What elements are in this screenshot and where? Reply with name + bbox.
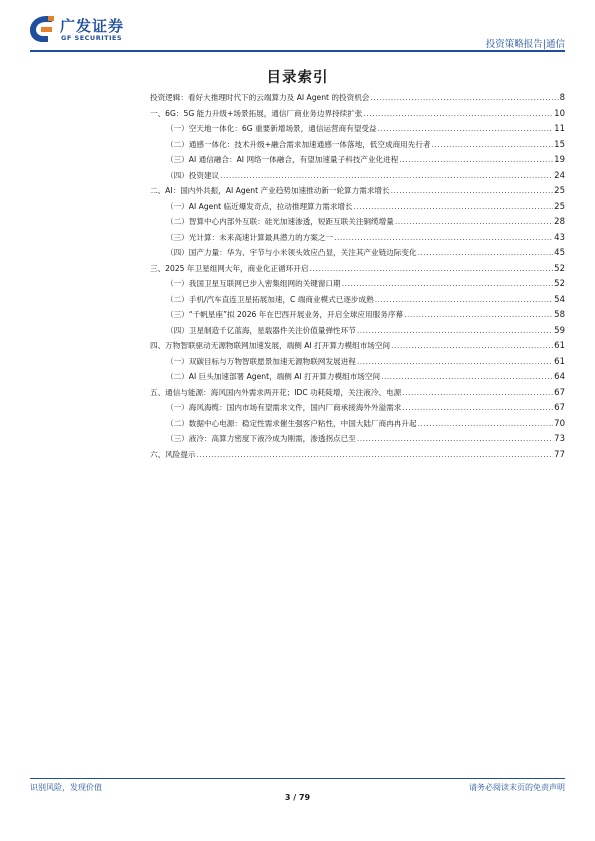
toc-entry[interactable] bbox=[150, 214, 565, 230]
toc-leader-dots bbox=[357, 323, 553, 339]
toc-leader-dots bbox=[391, 338, 553, 354]
toc-leader-dots bbox=[378, 121, 554, 137]
toc-leader-dots bbox=[418, 416, 554, 432]
toc-entry-title: 三、2025 年卫星组网大年，商业化正循环开启 bbox=[150, 263, 309, 273]
toc-entry[interactable] bbox=[150, 106, 565, 122]
toc-entry[interactable] bbox=[150, 230, 565, 246]
toc-leader-dots bbox=[220, 168, 553, 184]
toc-entry-page: 67 bbox=[554, 387, 565, 398]
toc-entry-title: 投资逻辑：看好大推理时代下的云端算力及 AI Agent 的投资机会 bbox=[150, 93, 370, 102]
toc-entry-page: 64 bbox=[554, 372, 565, 382]
toc-entry-title: 四、万物智联驱动无源物联网加速发展，端侧 AI 打开算力模组市场空间 bbox=[150, 341, 391, 350]
toc-entry[interactable] bbox=[150, 245, 565, 261]
toc-entry[interactable] bbox=[150, 338, 565, 354]
toc-leader-dots bbox=[354, 199, 554, 215]
table-of-contents bbox=[150, 90, 565, 462]
toc-entry[interactable] bbox=[150, 121, 565, 137]
toc-entry-page: 61 bbox=[554, 356, 565, 367]
toc-entry-title: 一、6G：5G 能力升级+场景拓展，通信厂商业务边界持续扩张 bbox=[150, 108, 363, 118]
toc-entry[interactable] bbox=[150, 323, 565, 339]
toc-entry-page: 25 bbox=[554, 201, 565, 212]
header-divider bbox=[30, 50, 565, 52]
toc-entry-title: （二）AI 巨头加速部署 Agent，端侧 AI 打开算力模组市场空间 bbox=[166, 372, 381, 381]
toc-entry-title: （二）数据中心电源：稳定性需求催生强客户粘性，中国大陆厂商冉冉升起 bbox=[166, 418, 417, 428]
toc-entry[interactable] bbox=[150, 369, 565, 385]
page-number: 3 / 79 bbox=[284, 793, 311, 802]
footer-divider bbox=[30, 778, 565, 779]
toc-entry-page: 52 bbox=[554, 263, 565, 274]
toc-leader-dots bbox=[357, 431, 553, 447]
toc-leader-dots bbox=[381, 369, 553, 385]
toc-entry[interactable] bbox=[150, 199, 565, 215]
toc-leader-dots bbox=[395, 214, 553, 230]
toc-entry-title: （三）液冷：高算力密度下液冷成为刚需，渗透拐点已至 bbox=[166, 434, 356, 443]
toc-entry[interactable] bbox=[150, 137, 565, 153]
toc-entry-title: 五、通信与能源：海风国内外需求两开花；IDC 功耗陡增，关注液冷、电源 bbox=[150, 387, 402, 397]
toc-leader-dots bbox=[399, 152, 553, 168]
toc-entry-page: 70 bbox=[554, 418, 565, 429]
toc-entry-page: 10 bbox=[554, 108, 565, 119]
toc-entry-title: （二）通感一体化：技术升级+融合需求加速通感一体落地，低空成商用先行者 bbox=[166, 139, 431, 149]
toc-leader-dots bbox=[342, 276, 554, 292]
toc-entry[interactable] bbox=[150, 152, 565, 168]
toc-leader-dots bbox=[197, 447, 554, 463]
toc-entry-title: （四）投资建议 bbox=[166, 170, 220, 180]
toc-entry-page: 8 bbox=[559, 93, 565, 103]
toc-entry[interactable] bbox=[150, 385, 565, 401]
toc-leader-dots bbox=[370, 90, 558, 106]
toc-entry[interactable] bbox=[150, 261, 565, 277]
toc-entry-title: （三）光计算：未来高速计算最具潜力的方案之一 bbox=[166, 232, 334, 242]
toc-entry-page: 24 bbox=[554, 170, 565, 181]
toc-entry[interactable] bbox=[150, 416, 565, 432]
toc-entry-title: （一）我国卫星互联网已步入密集组网的关键窗口期 bbox=[166, 279, 341, 288]
logo-english-name: GF SECURITIES bbox=[61, 34, 123, 42]
toc-entry-page: 67 bbox=[554, 403, 565, 413]
toc-entry-title: （二）智算中心内部外互联：硅光加速渗透，短距互联关注铜缆增量 bbox=[166, 217, 394, 226]
toc-entry[interactable] bbox=[150, 276, 565, 292]
toc-entry-page: 59 bbox=[554, 325, 565, 336]
toc-entry-page: 77 bbox=[554, 449, 565, 460]
toc-entry-page: 54 bbox=[554, 294, 565, 305]
toc-entry-page: 45 bbox=[554, 248, 565, 258]
toc-entry-title: （一）空天地一体化：6G 重要新增场景，通信运营商有望受益 bbox=[166, 124, 377, 133]
footer-slogan: 识别风险，发现价值 bbox=[30, 783, 102, 792]
toc-entry[interactable] bbox=[150, 354, 565, 370]
toc-entry-title: （三）“千帆星座”拟 2026 年在巴西开展业务，开启全球应用服务序幕 bbox=[166, 310, 404, 319]
toc-entry[interactable] bbox=[150, 447, 565, 463]
toc-leader-dots bbox=[402, 400, 553, 416]
page-header bbox=[0, 0, 595, 52]
toc-entry-title: （一）双碳目标与万物智联愿景加速无源物联网发展进程 bbox=[166, 356, 356, 366]
toc-entry-title: 六、风险提示 bbox=[150, 449, 196, 459]
toc-leader-dots bbox=[402, 385, 553, 401]
toc-entry-page: 58 bbox=[554, 310, 565, 320]
toc-entry-title: （一）海风海缆：国内市场有望需求文件，国内厂商承接海外外溢需求 bbox=[166, 403, 402, 412]
toc-entry-title: （四）卫星制造千亿蓝海，星载器件关注价值量弹性环节 bbox=[166, 325, 356, 335]
toc-leader-dots bbox=[432, 137, 554, 153]
toc-entry[interactable] bbox=[150, 183, 565, 199]
toc-entry-page: 73 bbox=[554, 434, 565, 444]
toc-entry-page: 43 bbox=[554, 232, 565, 243]
logo-chinese-name: 广发证券 bbox=[60, 17, 125, 35]
toc-leader-dots bbox=[363, 106, 553, 122]
report-type: 投资策略报告|通信 bbox=[485, 39, 565, 50]
toc-entry[interactable] bbox=[150, 292, 565, 308]
toc-entry[interactable] bbox=[150, 400, 565, 416]
gf-securities-logo bbox=[28, 14, 138, 46]
toc-title: 目录索引 bbox=[266, 70, 329, 86]
toc-entry-page: 25 bbox=[554, 186, 565, 196]
toc-entry-page: 52 bbox=[554, 279, 565, 289]
toc-entry-page: 19 bbox=[554, 155, 565, 165]
toc-entry-title: （一）AI Agent 临近爆发奇点，拉动推理算力需求增长 bbox=[166, 201, 353, 211]
toc-entry-page: 15 bbox=[554, 139, 565, 150]
toc-entry[interactable] bbox=[150, 431, 565, 447]
toc-leader-dots bbox=[309, 261, 553, 277]
toc-leader-dots bbox=[391, 183, 554, 199]
toc-entry-title: （三）AI 通信融合：AI 网络一体融合，有望加速量子科技产业化进程 bbox=[166, 155, 399, 164]
toc-leader-dots bbox=[404, 307, 553, 323]
toc-entry-page: 11 bbox=[554, 124, 565, 134]
toc-entry[interactable] bbox=[150, 90, 565, 106]
gf-logo-icon bbox=[28, 14, 56, 44]
toc-entry-page: 61 bbox=[554, 341, 565, 351]
toc-leader-dots bbox=[334, 230, 553, 246]
toc-entry-title: 二、AI：国内外共振，AI Agent 产业趋势加速推动新一轮算力需求增长 bbox=[150, 186, 390, 195]
toc-entry-page: 28 bbox=[554, 217, 565, 227]
toc-leader-dots bbox=[357, 354, 553, 370]
toc-entry[interactable] bbox=[150, 307, 565, 323]
toc-entry-title: （四）国产力量：华为、宇节与小米领头效应凸显，关注其产业链边际变化 bbox=[166, 248, 417, 257]
toc-leader-dots bbox=[375, 292, 553, 308]
toc-leader-dots bbox=[418, 245, 554, 261]
toc-entry-title: （二）手机/汽车直连卫星拓展加速，C 端商业模式已逐步成熟 bbox=[166, 294, 374, 304]
footer-disclaimer: 请务必阅读末页的免责声明 bbox=[469, 783, 565, 792]
toc-entry[interactable] bbox=[150, 168, 565, 184]
